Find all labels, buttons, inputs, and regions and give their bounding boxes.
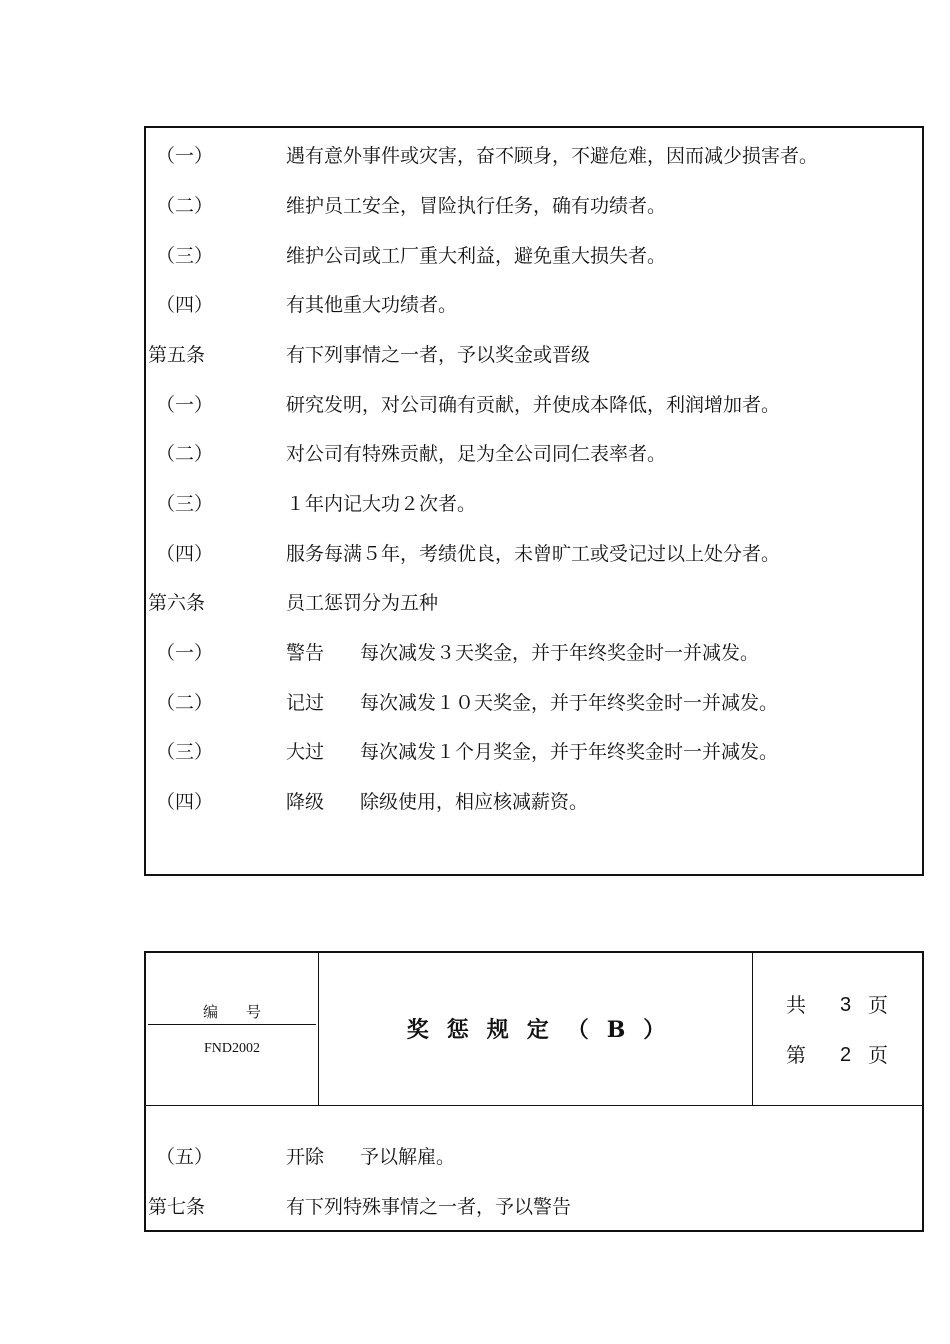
item-text: 维护公司或工厂重大利益，避免重大损失者。 xyxy=(286,245,667,267)
penalty-name: 开除 xyxy=(286,1146,325,1168)
header-bottom-rule xyxy=(146,1105,924,1106)
page-number-value: 2 xyxy=(840,1044,852,1066)
item-text: 研究发明，对公司确有贡献，并使成本降低，利润增加者。 xyxy=(286,394,781,416)
penalty-desc: 除级使用，相应核减薪资。 xyxy=(360,791,589,813)
article-text: 有下列特殊事情之一者，予以警告 xyxy=(286,1196,572,1218)
item-label: （四） xyxy=(156,791,214,813)
header-divider xyxy=(318,953,319,1105)
penalty-item xyxy=(146,688,922,718)
content-box-bottom xyxy=(144,951,924,1232)
code-label: 编号 xyxy=(202,1003,289,1021)
penalty-desc: 予以解雇。 xyxy=(360,1146,456,1168)
list-item xyxy=(146,539,922,569)
penalty-item xyxy=(146,787,922,817)
article-label: 第六条 xyxy=(148,592,206,614)
list-item xyxy=(146,241,922,271)
item-label: （一） xyxy=(156,642,214,664)
item-label: （二） xyxy=(156,195,214,217)
list-item xyxy=(146,489,922,519)
total-prefix: 共 xyxy=(786,993,806,1017)
article-label: 第七条 xyxy=(148,1196,206,1218)
item-label: （三） xyxy=(156,493,214,515)
item-text: １年内记大功２次者。 xyxy=(286,493,477,515)
page-suffix: 页 xyxy=(868,1043,888,1067)
article-heading xyxy=(146,588,922,618)
penalty-name: 大过 xyxy=(286,741,325,763)
item-label: （三） xyxy=(156,245,214,267)
penalty-desc: 每次减发３天奖金，并于年终奖金时一并减发。 xyxy=(360,642,760,664)
item-label: （一） xyxy=(156,394,214,416)
page-prefix: 第 xyxy=(786,1043,806,1067)
total-suffix: 页 xyxy=(868,993,888,1017)
article-label: 第五条 xyxy=(148,344,206,366)
item-label: （四） xyxy=(156,294,214,316)
article-heading xyxy=(146,1192,922,1222)
document-title: 奖惩规定（B） xyxy=(406,1017,684,1043)
list-item xyxy=(146,439,922,469)
penalty-name: 警告 xyxy=(286,642,325,664)
item-text: 对公司有特殊贡献，足为全公司同仁表率者。 xyxy=(286,443,667,465)
item-label: （四） xyxy=(156,543,214,565)
article-heading xyxy=(146,340,922,370)
penalty-item xyxy=(146,638,922,668)
total-pages-value: 3 xyxy=(840,994,852,1016)
item-text: 遇有意外事件或灾害，奋不顾身，不避危难，因而减少损害者。 xyxy=(286,145,819,167)
penalty-name: 记过 xyxy=(286,692,325,714)
item-text: 服务每满５年，考绩优良，未曾旷工或受记过以上处分者。 xyxy=(286,543,781,565)
item-label: （二） xyxy=(156,692,214,714)
item-text: 维护员工安全，冒险执行任务，确有功绩者。 xyxy=(286,195,667,217)
header-divider xyxy=(752,953,753,1105)
list-item xyxy=(146,141,922,171)
penalty-item xyxy=(146,1142,922,1172)
item-label: （五） xyxy=(156,1146,214,1168)
article-text: 员工惩罚分为五种 xyxy=(286,592,439,614)
list-item xyxy=(146,191,922,221)
item-label: （三） xyxy=(156,741,214,763)
penalty-name: 降级 xyxy=(286,791,325,813)
article-text: 有下列事情之一者，予以奖金或晋级 xyxy=(286,344,591,366)
item-label: （一） xyxy=(156,145,214,167)
code-value: FND2002 xyxy=(203,1041,260,1056)
list-item xyxy=(146,290,922,320)
item-text: 有其他重大功绩者。 xyxy=(286,294,458,316)
list-item xyxy=(146,390,922,420)
penalty-desc: 每次减发１０天奖金，并于年终奖金时一并减发。 xyxy=(360,692,779,714)
code-divider xyxy=(148,1024,316,1025)
content-box-top xyxy=(144,126,924,876)
penalty-desc: 每次减发１个月奖金，并于年终奖金时一并减发。 xyxy=(360,741,779,763)
item-label: （二） xyxy=(156,443,214,465)
penalty-item xyxy=(146,737,922,767)
